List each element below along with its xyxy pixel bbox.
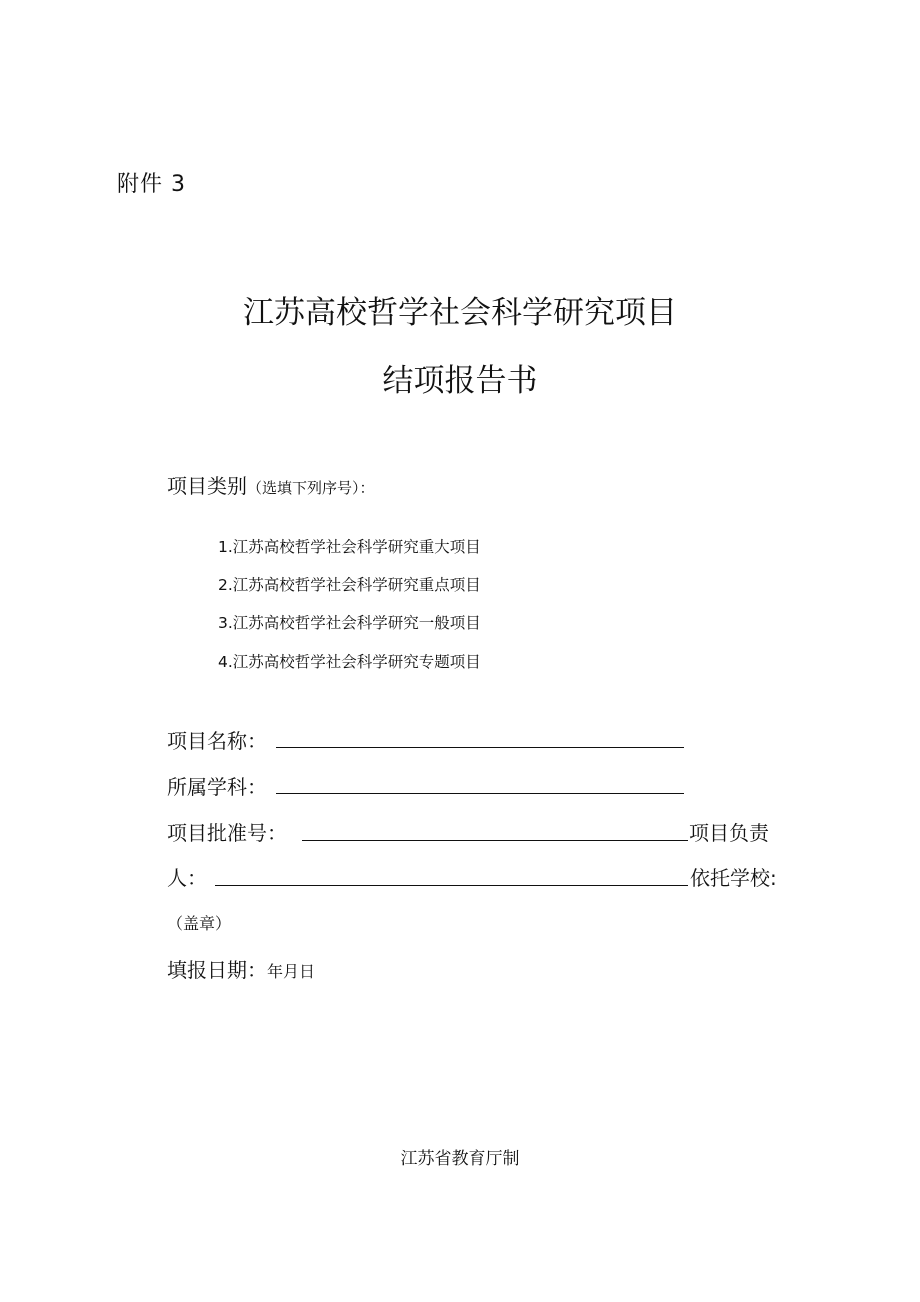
document-title-line2: 结项报告书	[382, 363, 538, 399]
host-school-label: 依托学校:	[690, 866, 777, 890]
category-option: 2.江苏高校哲学社会科学研究重点项目	[218, 576, 481, 594]
project-leader-label-part2: 人：	[167, 866, 207, 890]
discipline-label: 所属学科：	[167, 775, 267, 799]
category-option: 4.江苏高校哲学社会科学研究专题项目	[218, 653, 481, 671]
project-leader-blank[interactable]	[215, 885, 688, 886]
project-category	[167, 470, 375, 499]
project-leader-label-part1: 项目负责	[689, 821, 769, 845]
category-option: 3.江苏高校哲学社会科学研究一般项目	[218, 614, 481, 632]
project-name-label: 项目名称：	[167, 729, 267, 753]
project-name-blank[interactable]	[276, 747, 684, 748]
project-category-hint: （选填下列序号）：	[247, 479, 375, 497]
category-option: 1.江苏高校哲学社会科学研究重大项目	[218, 538, 481, 556]
discipline-blank[interactable]	[276, 793, 684, 794]
fill-date-label: 填报日期：	[167, 958, 267, 982]
fill-date	[167, 954, 315, 983]
approval-number-label: 项目批准号：	[167, 821, 287, 845]
attachment-label: 附件 3	[117, 172, 186, 197]
issuer-footer: 江苏省教育厅制	[400, 1149, 520, 1169]
approval-number-blank[interactable]	[302, 840, 688, 841]
stamp-note: （盖章）	[167, 914, 232, 933]
document-title-line1: 江苏高校哲学社会科学研究项目	[243, 295, 677, 331]
fill-date-units: 年月日	[267, 962, 316, 981]
project-category-label: 项目类别	[167, 474, 247, 498]
